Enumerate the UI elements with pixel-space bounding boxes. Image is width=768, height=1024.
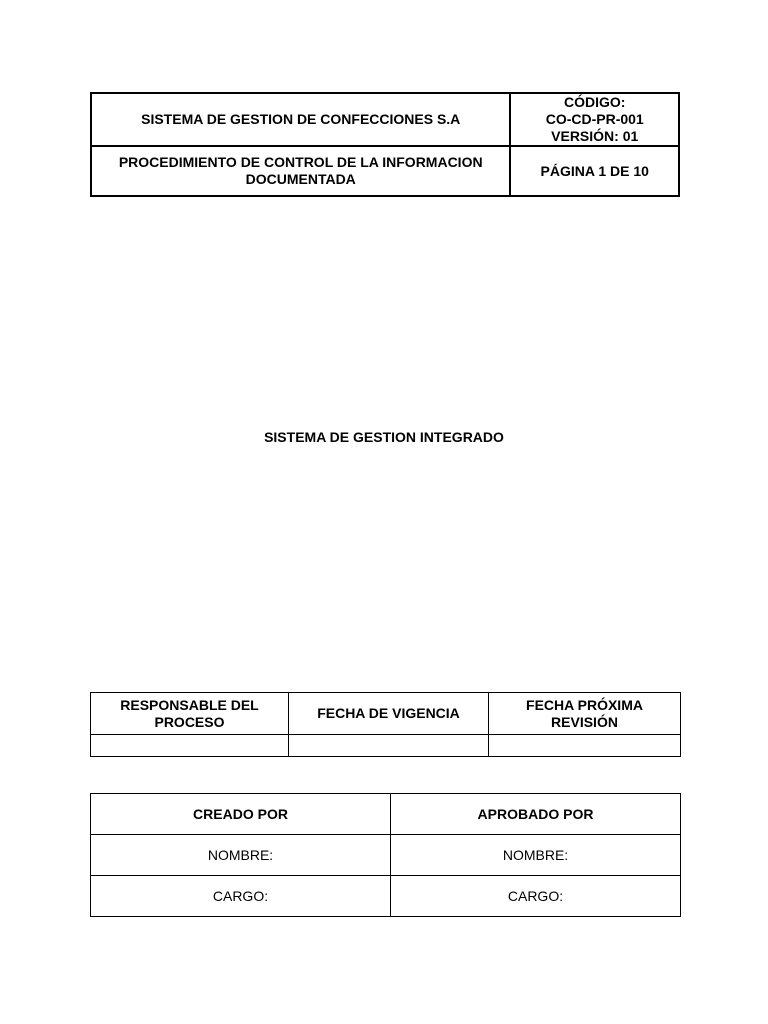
approval-table: [90, 793, 681, 917]
approved-by-name: NOMBRE:: [391, 835, 681, 876]
responsible-header-line1: RESPONSABLE DEL: [120, 696, 259, 713]
created-by-position: CARGO:: [91, 876, 391, 917]
company-name: SISTEMA DE GESTION DE CONFECCIONES S.A: [91, 93, 510, 146]
procedure-title-line2: DOCUMENTADA: [245, 171, 356, 187]
created-by-name: NOMBRE:: [91, 835, 391, 876]
responsible-header: [91, 693, 289, 735]
page-number: PÁGINA 1 DE 10: [510, 146, 679, 196]
responsible-value: [91, 735, 289, 757]
effective-date-header-line1: FECHA DE VIGENCIA: [317, 705, 460, 721]
effective-date-header: [289, 693, 489, 735]
code-label: CÓDIGO:: [563, 94, 626, 110]
responsible-header-line2: PROCESO: [154, 713, 225, 730]
next-review-header-line1: FECHA PRÓXIMA: [526, 696, 643, 713]
procedure-title-cell: [91, 146, 510, 196]
next-review-header-line2: REVISIÓN: [551, 713, 618, 730]
next-review-header: [489, 693, 681, 735]
document-header-table: [90, 92, 680, 197]
page-title: SISTEMA DE GESTION INTEGRADO: [264, 429, 504, 445]
version-label: VERSIÓN: 01: [551, 128, 639, 144]
effective-date-value: [289, 735, 489, 757]
procedure-title-line1: PROCEDIMIENTO DE CONTROL DE LA INFORMACION: [118, 154, 483, 170]
document-code-cell: [510, 93, 679, 146]
process-info-table: [90, 692, 681, 757]
code-value: CO-CD-PR-001: [545, 111, 644, 127]
next-review-value: [489, 735, 681, 757]
approved-by-header: APROBADO POR: [391, 794, 681, 835]
created-by-header: CREADO POR: [91, 794, 391, 835]
approved-by-position: CARGO:: [391, 876, 681, 917]
